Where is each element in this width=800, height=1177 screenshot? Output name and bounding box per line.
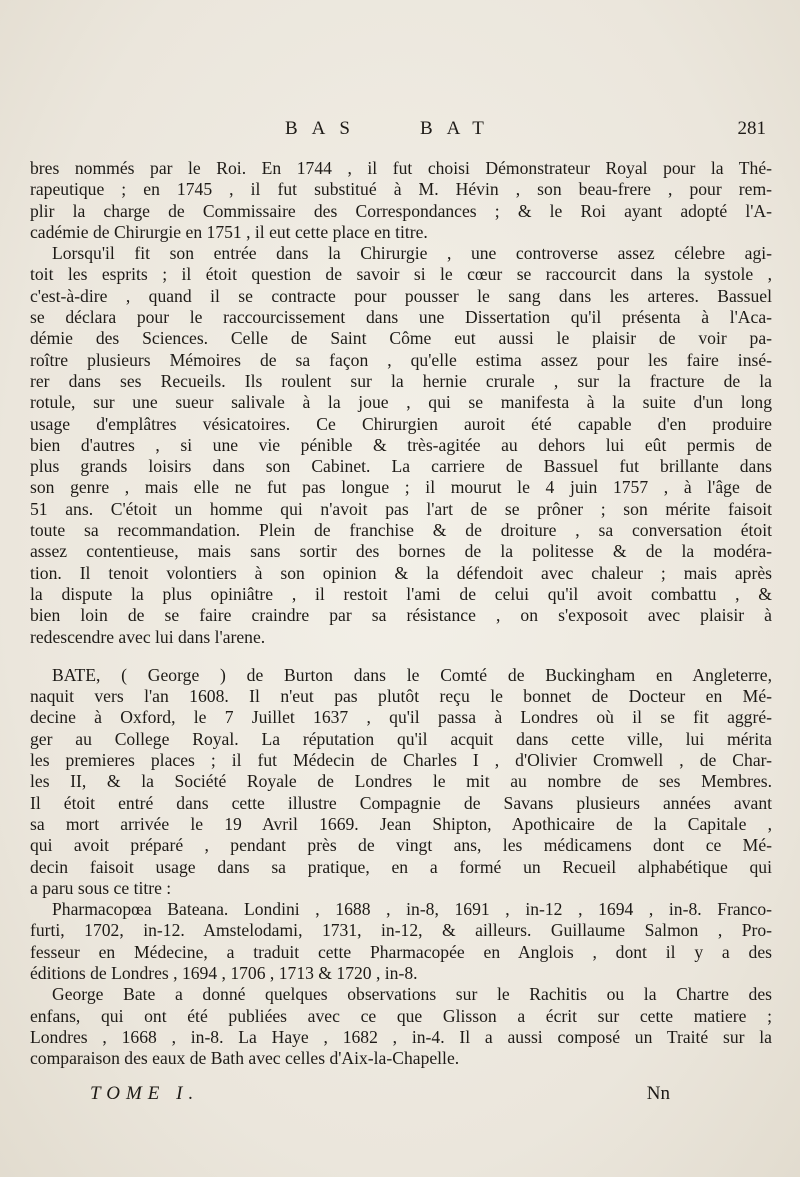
text-line: la dispute la plus opiniâtre , il restoit l'ami de celui qu'il avoit combattu , &	[30, 583, 772, 604]
text-line: rapeutique ; en 1745 , il fut substitué à M. Hévin , son beau-frere , pour rem-	[30, 179, 772, 200]
text-line: a paru sous ce titre :	[30, 877, 172, 898]
text-line: Il étoit entré dans cette illustre Compagnie de Savans plusieurs années avant	[30, 792, 772, 813]
text-line: plir la charge de Commissaire des Correspondances ; & le Roi ayant adopté l'A-	[30, 200, 772, 221]
header-right-word: BAT	[420, 118, 498, 139]
text-line: ger au College Royal. La réputation qu'il acquit dans cette ville, lui mérita	[30, 728, 772, 749]
text-line: decine à Oxford, le 7 Juillet 1637 , qu'il passa à Londres où il se fit aggré-	[30, 707, 772, 728]
text-line: usage d'emplâtres vésicatoires. Ce Chirurgien auroit été capable d'en produire	[30, 413, 772, 434]
text-line: c'est-à-dire , quand il se contracte pour pousser le sang dans les arteres. Bassuel	[30, 285, 772, 306]
text-line: Pharmacopœa Bateana. Londini , 1688 , in-8, 1691 , in-12 , 1694 , in-8. Franco-	[52, 899, 772, 920]
text-line: George Bate a donné quelques observations sur le Rachitis ou la Chartre des	[52, 984, 772, 1005]
text-line: comparaison des eaux de Bath avec celles d'Aix-la-Chapelle.	[30, 1048, 460, 1069]
text-line: bres nommés par le Roi. En 1744 , il fut choisi Démonstrateur Royal pour la Thé-	[30, 158, 772, 178]
text-line: 51 ans. C'étoit un homme qui n'avoit pas l'art de se prôner ; son mérite faisoit	[30, 498, 772, 519]
text-line: rotule, sur une sueur salivale à la joue , qui se manifesta à la suite d'un long	[30, 392, 772, 413]
paragraph-gap	[30, 648, 772, 665]
text-line: sa mort arrivée le 19 Avril 1669. Jean Shipton, Apothicaire de la Capitale ,	[30, 813, 772, 834]
paragraph-rachitis	[30, 984, 772, 1069]
text-line: redescendre avec lui dans l'arene.	[30, 626, 266, 647]
text-line: toute sa recommandation. Plein de franchise & de droiture , sa conversation étoit	[30, 520, 772, 541]
text-line: son genre , mais elle ne fut pas longue ; il mourut le 4 juin 1757 , à l'âge de	[30, 477, 772, 498]
text-line: Londres , 1668 , in-8. La Haye , 1682 , in-4. Il a aussi composé un Traité sur la	[30, 1026, 772, 1047]
text-line: tion. Il tenoit volontiers à son opinion & la défendoit avec chaleur ; mais après	[30, 562, 772, 583]
page-number: 281	[737, 118, 766, 139]
signature-mark: Nn	[646, 1083, 670, 1104]
text-line: les premieres places ; il fut Médecin de Charles I , d'Olivier Cromwell , de Char-	[30, 750, 772, 771]
paragraph-bassuel-controversy	[30, 243, 772, 648]
running-header	[0, 118, 800, 142]
text-line: roître plusieurs Mémoires de sa façon , qu'elle estima assez pour les faire insé-	[30, 349, 772, 370]
text-line: rer dans ses Recueils. Ils roulent sur la hernie crurale , sur la fracture de la	[30, 370, 772, 391]
text-line: plus grands loisirs dans son Cabinet. La carriere de Bassuel fut brillante dans	[30, 456, 772, 477]
text-line: naquit vers l'an 1608. Il n'eut pas plutôt reçu le bonnet de Docteur en Mé-	[30, 686, 772, 707]
text-line: éditions de Londres , 1694 , 1706 , 1713 & 1720 , in-8.	[30, 962, 418, 983]
text-line: démie des Sciences. Celle de Saint Côme eut aussi le plaisir de voir pa-	[30, 328, 772, 349]
text-line: furti, 1702, in-12. Amstelodami, 1731, in-12, & ailleurs. Guillaume Salmon , Pro-	[30, 920, 772, 941]
paragraph-bassuel-career	[30, 158, 772, 243]
text-line: bien loin de se faire craindre par sa résistance , on s'exposoit avec plaisir à	[30, 605, 772, 626]
paragraph-pharmacopoeia	[30, 899, 772, 984]
text-line: assez contentieuse, mais sans sortir des bornes de la politesse & de la modéra-	[30, 541, 772, 562]
text-line: enfans, qui ont été publiées avec ce que Glisson a écrit sur cette matiere ;	[30, 1005, 772, 1026]
text-line: les II, & la Société Royale de Londres le mit au nombre de ses Membres.	[30, 771, 772, 792]
text-line: fesseur en Médecine, a traduit cette Pharmacopée en Anglois , dont il y a des	[30, 941, 772, 962]
text-line: BATE, ( George ) de Burton dans le Comté de Buckingham en Angleterre,	[52, 664, 772, 685]
text-line: toit les esprits ; il étoit question de savoir si le cœur se raccourcit dans la systole ,	[30, 264, 772, 285]
text-line: se déclara pour le raccourcissement dans une Dissertation qu'il présenta à l'Aca-	[30, 307, 772, 328]
text-line: Lorsqu'il fit son entrée dans la Chirurgie , une controverse assez célebre agi-	[52, 243, 772, 264]
header-left-word: BAS	[285, 118, 364, 139]
volume-label: TOME I.	[90, 1083, 200, 1104]
text-line: cadémie de Chirurgie en 1751 , il eut cette place en titre.	[30, 221, 428, 242]
text-line: bien d'autres , si une vie pénible & très-agitée au dehors lui eût permis de	[30, 434, 772, 455]
page-footer	[90, 1083, 670, 1107]
text-line: qui avoit préparé , pendant près de vingt ans, les médicamens dont ce Mé-	[30, 835, 772, 856]
paragraph-bate-entry	[30, 665, 772, 899]
page-body	[30, 158, 772, 1069]
text-line: decin faisoit usage dans sa pratique, en a formé un Recueil alphabétique qui	[30, 856, 772, 877]
